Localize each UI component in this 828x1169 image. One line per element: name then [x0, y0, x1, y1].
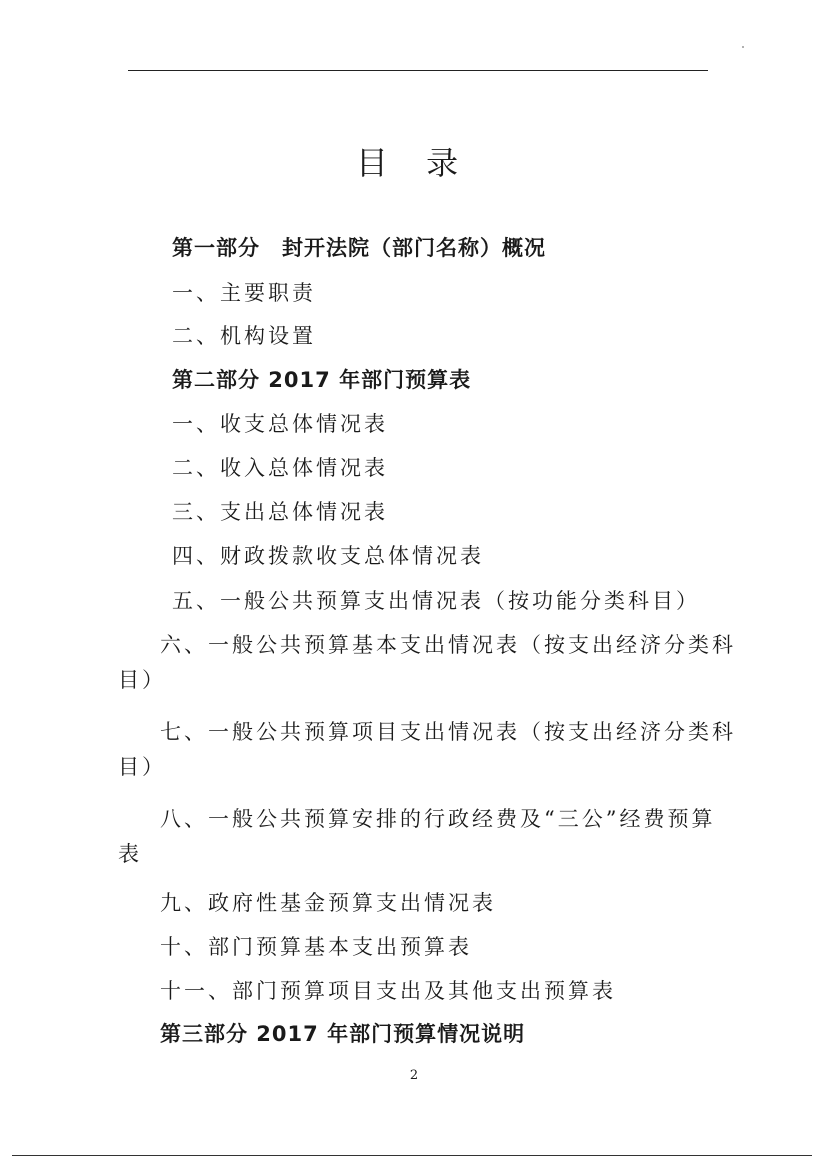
toc-item: 一、主要职责 [172, 281, 316, 305]
toc-part2-heading: 第二部分 2017 年部门预算表 [172, 368, 472, 392]
toc-item: 二、收入总体情况表 [172, 456, 388, 480]
toc-item: 十、部门预算基本支出预算表 [160, 935, 472, 959]
toc-item: 八、一般公共预算安排的行政经费及“三公”经费预算 [160, 807, 716, 831]
toc-item: 一、收支总体情况表 [172, 412, 388, 436]
toc-item-continuation: 表 [118, 842, 142, 866]
toc-item: 九、政府性基金预算支出情况表 [160, 891, 496, 915]
scan-speck [742, 46, 744, 48]
toc-item: 十一、部门预算项目支出及其他支出预算表 [160, 979, 616, 1003]
toc-item: 六、一般公共预算基本支出情况表（按支出经济分类科 [160, 633, 736, 657]
header-rule [128, 70, 708, 71]
toc-item: 七、一般公共预算项目支出情况表（按支出经济分类科 [160, 720, 736, 744]
toc-item-continuation: 目） [118, 668, 166, 692]
toc-part1-heading: 第一部分 封开法院（部门名称）概况 [172, 236, 546, 260]
toc-item: 四、财政拨款收支总体情况表 [172, 544, 484, 568]
toc-item: 五、一般公共预算支出情况表（按功能分类科目） [172, 589, 700, 613]
toc-item-continuation: 目） [118, 755, 166, 779]
toc-item: 三、支出总体情况表 [172, 500, 388, 524]
toc-part3-heading: 第三部分 2017 年部门预算情况说明 [160, 1022, 526, 1046]
document-title: 目 录 [355, 144, 473, 182]
page-number: 2 [409, 1068, 419, 1083]
toc-item: 二、机构设置 [172, 324, 316, 348]
footer-rule [12, 1155, 812, 1156]
